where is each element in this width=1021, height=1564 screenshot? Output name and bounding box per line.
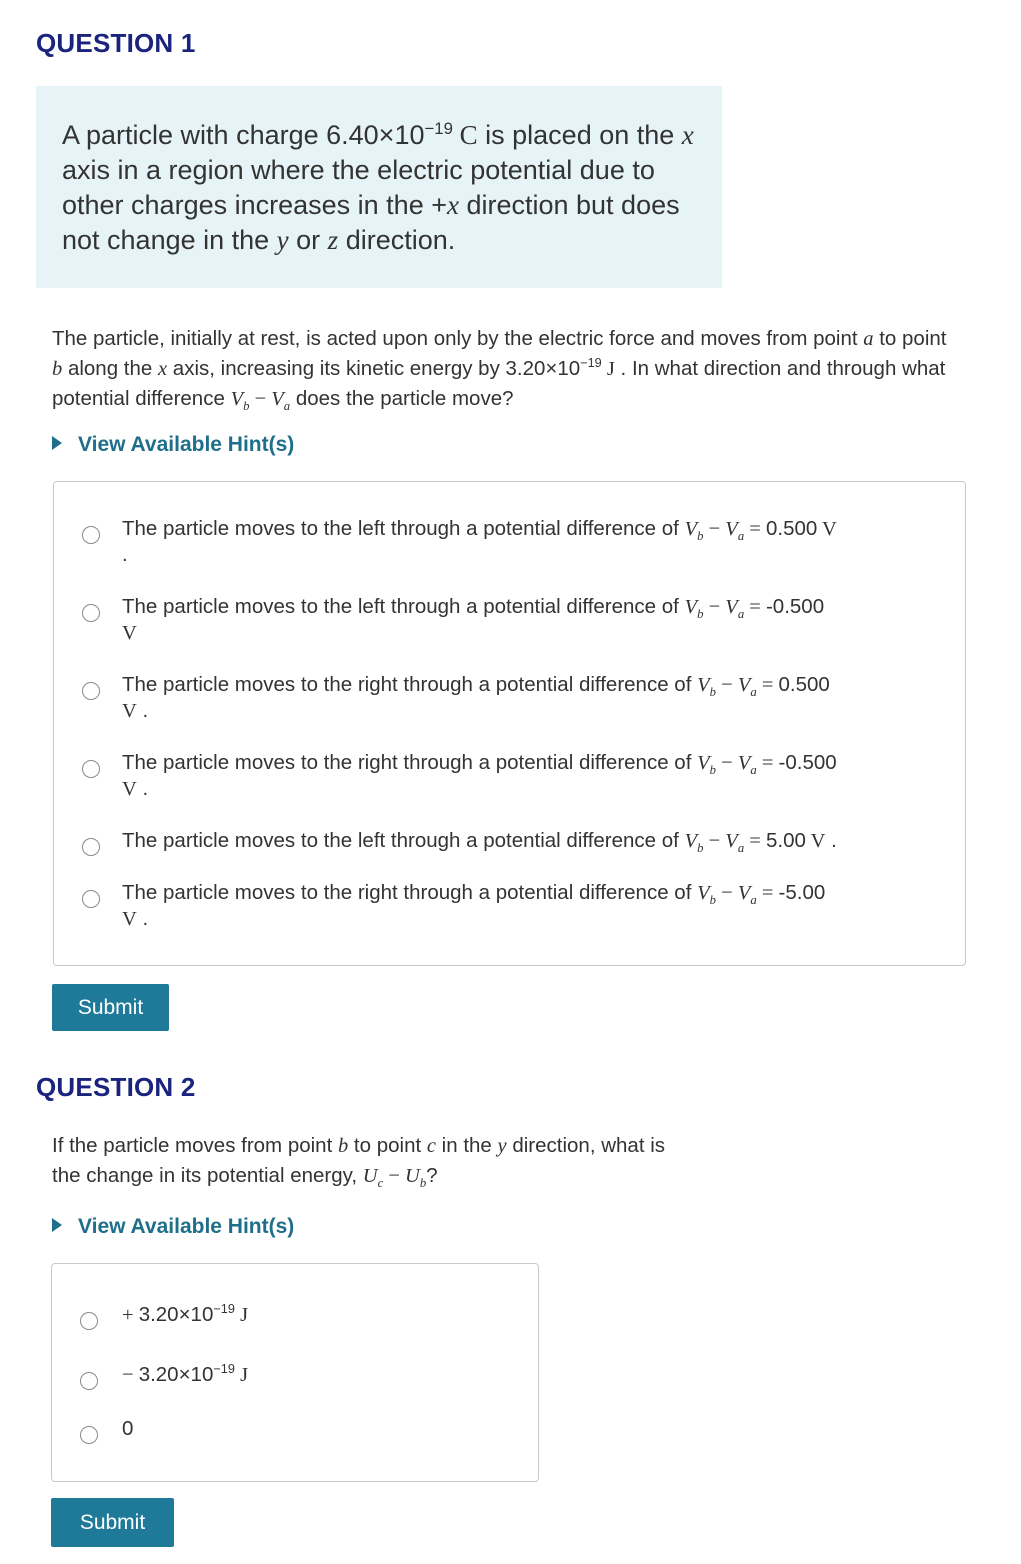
- radio-button[interactable]: [82, 760, 100, 778]
- submit-button-q1[interactable]: Submit: [52, 984, 169, 1031]
- answer-choices-q2: + $3.20\times 10^{-19}$ J − $3.20\times 10^{-19}$ J 0: [51, 1263, 539, 1482]
- radio-button[interactable]: [82, 890, 100, 908]
- radio-button[interactable]: [80, 1372, 98, 1390]
- expand-triangle-icon: [52, 1218, 62, 1232]
- expand-triangle-icon: [52, 436, 62, 450]
- radio-button[interactable]: [82, 526, 100, 544]
- radio-button[interactable]: [80, 1312, 98, 1330]
- question-1-title: QUESTION 1: [36, 28, 196, 58]
- question-2-text: If the particle moves from point b to point c in the y direction, what is the change in its potential energy, $U_c - U_b$?: [52, 1134, 666, 1191]
- question-1-intro: A particle with charge $6.40\times 10^{-19}$ C is placed on the x axis in a region where the electric potential due to other charges increases in the +x direction but does not change in the y or z direction.: [36, 86, 722, 288]
- radio-button[interactable]: [82, 838, 100, 856]
- radio-button[interactable]: [82, 604, 100, 622]
- question-1-text: The particle, initially at rest, is acted upon only by the electric force and moves from point a to point b along the x axis, increasing its kinetic energy by $3.20\times 10^{-19}$ J . In what direction and through what potential difference $V_b - V_a$ does the particle move?: [52, 327, 947, 414]
- question-2-title: QUESTION 2: [36, 1072, 196, 1102]
- radio-button[interactable]: [82, 682, 100, 700]
- submit-button-q2[interactable]: Submit: [51, 1498, 174, 1547]
- answer-choices-q1: The particle moves to the left through a potential difference of $V_b - V_a = 0.500$ V . The particle moves to the left through a potential difference of $V_b - V_a = -0.500$ V The particle moves to the right through a potential difference of $V_b - V_a = 0.500$ V . The particle moves to the right through a potential difference of $V_b - V_a = -0.500$ V . The particle moves to the left through a potential difference of $V_b - V_a = 5.00$ V . The particle moves to the right through a potential difference of $V_b - V_a = -5.00$ V .: [53, 481, 966, 966]
- view-hints-link-q2[interactable]: View Available Hint(s): [52, 1215, 294, 1239]
- view-hints-link-q1[interactable]: View Available Hint(s): [52, 433, 294, 457]
- radio-button[interactable]: [80, 1426, 98, 1444]
